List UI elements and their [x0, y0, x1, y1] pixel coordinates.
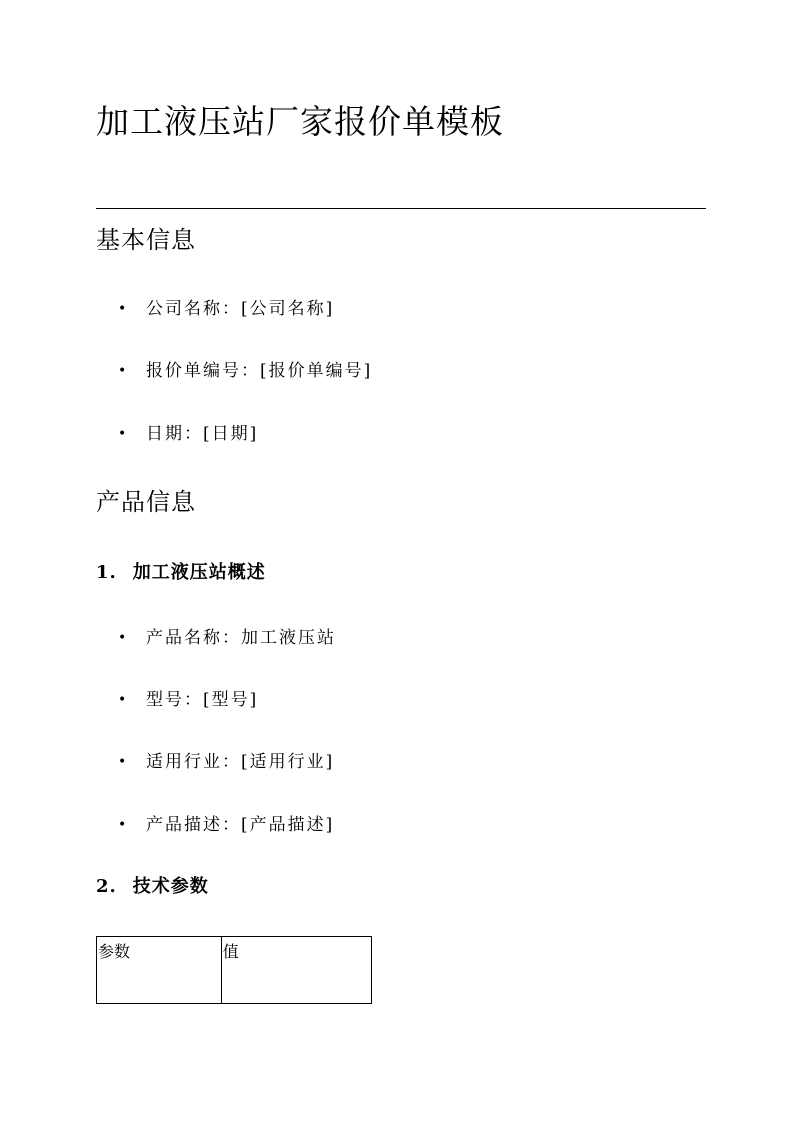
- list-item: [118, 419, 258, 444]
- table-header-cell-value: 值: [221, 937, 371, 1004]
- list-item: [118, 685, 258, 710]
- list-item-text: 报价单编号：[报价单编号]: [146, 361, 373, 381]
- list-item: [118, 623, 336, 648]
- list-item-text: 适用行业：[适用行业]: [146, 752, 335, 772]
- tech-params-table: [96, 936, 372, 1004]
- bullet-icon: •: [118, 301, 129, 317]
- title-divider: [96, 208, 706, 209]
- table-row: [97, 937, 372, 1004]
- list-item-text: 产品描述：[产品描述]: [146, 815, 335, 835]
- subsection-title: 技术参数: [132, 876, 209, 897]
- document-title: 加工液压站厂家报价单模板: [96, 102, 504, 141]
- section-heading-product-info: 产品信息: [96, 488, 196, 516]
- bullet-icon: •: [118, 426, 129, 442]
- list-item-text: 日期：[日期]: [146, 424, 259, 444]
- list-item-text: 公司名称：[公司名称]: [146, 299, 335, 319]
- bullet-icon: •: [118, 754, 129, 770]
- section-heading-basic-info: 基本信息: [96, 226, 196, 254]
- list-item: [118, 747, 334, 772]
- bullet-icon: •: [118, 817, 129, 833]
- list-item: [118, 356, 372, 381]
- bullet-icon: •: [118, 692, 129, 708]
- list-item-text: 产品名称：加工液压站: [146, 628, 336, 648]
- subsection-number: 1.: [96, 562, 117, 583]
- subsection-number: 2.: [96, 876, 117, 897]
- table-header-cell-param: 参数: [97, 937, 222, 1004]
- subsection-title: 加工液压站概述: [132, 562, 266, 583]
- subsection-heading-tech-params: [96, 872, 209, 898]
- list-item-text: 型号：[型号]: [146, 690, 259, 710]
- bullet-icon: •: [118, 630, 129, 646]
- list-item: [118, 810, 334, 835]
- bullet-icon: •: [118, 363, 129, 379]
- list-item: [118, 294, 334, 319]
- subsection-heading-overview: [96, 558, 266, 584]
